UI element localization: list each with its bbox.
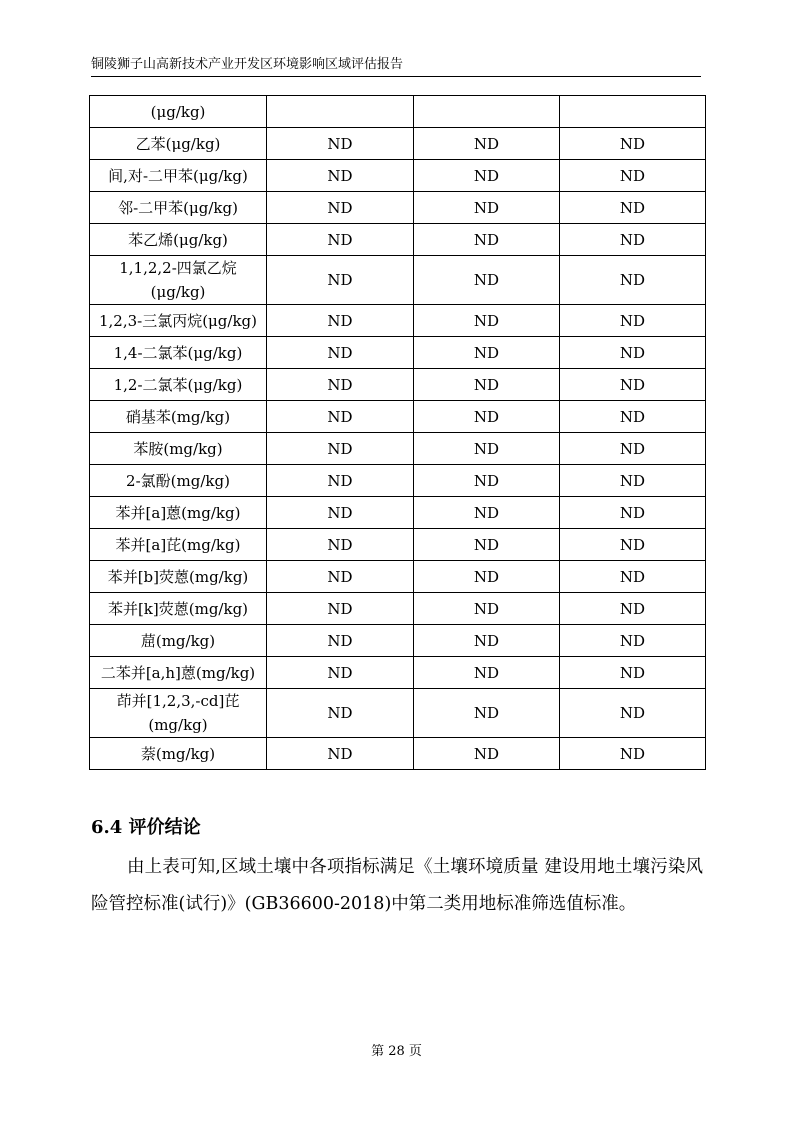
result-cell: ND: [414, 465, 560, 497]
pollutant-name: 苯胺(mg/kg): [133, 439, 223, 458]
result-cell: ND: [414, 689, 560, 738]
pollutant-name-cell: [90, 305, 267, 337]
pollutant-name-cell: [90, 625, 267, 657]
pollutant-name: 邻-二甲苯(μg/kg): [118, 198, 238, 217]
result-cell: ND: [267, 689, 414, 738]
result-cell: ND: [560, 305, 706, 337]
pollutant-name: 1,2-二氯苯(μg/kg): [113, 375, 243, 394]
pollutant-table: [89, 95, 706, 770]
pollutant-name: (μg/kg): [150, 102, 206, 121]
result-cell: [267, 96, 414, 128]
table-row: [90, 465, 706, 497]
pollutant-table-body: [90, 96, 706, 770]
header-rule: [91, 76, 701, 77]
result-cell: ND: [267, 224, 414, 256]
result-cell: ND: [414, 738, 560, 770]
section-heading: 6.4 评价结论: [91, 817, 201, 838]
result-cell: ND: [414, 305, 560, 337]
result-cell: ND: [560, 128, 706, 160]
pollutant-name-cell: [90, 433, 267, 465]
pollutant-name: 2-氯酚(mg/kg): [126, 471, 230, 490]
result-cell: ND: [267, 465, 414, 497]
result-cell: ND: [560, 689, 706, 738]
pollutant-name-cell: [90, 337, 267, 369]
pollutant-unit: (mg/kg): [148, 716, 208, 734]
result-cell: ND: [560, 625, 706, 657]
pollutant-name-cell: [90, 593, 267, 625]
result-cell: ND: [414, 529, 560, 561]
result-cell: ND: [560, 529, 706, 561]
result-cell: ND: [267, 561, 414, 593]
result-cell: [414, 96, 560, 128]
pollutant-name-cell: [90, 529, 267, 561]
result-cell: ND: [414, 369, 560, 401]
table-row: [90, 689, 706, 738]
result-cell: ND: [414, 256, 560, 305]
pollutant-name: 二苯并[a,h]蒽(mg/kg): [100, 663, 256, 682]
table-row: [90, 529, 706, 561]
table-row: [90, 433, 706, 465]
pollutant-name: 1,4-二氯苯(μg/kg): [113, 343, 243, 362]
result-cell: ND: [267, 529, 414, 561]
result-cell: ND: [560, 369, 706, 401]
result-cell: ND: [267, 593, 414, 625]
pollutant-name: 间,对-二甲苯(μg/kg): [108, 166, 248, 185]
result-cell: ND: [414, 192, 560, 224]
pollutant-name: 茚并[1,2,3,-cd]芘: [116, 692, 240, 710]
table-row: [90, 593, 706, 625]
result-cell: ND: [560, 465, 706, 497]
result-cell: ND: [267, 401, 414, 433]
result-cell: ND: [560, 593, 706, 625]
result-cell: ND: [267, 657, 414, 689]
result-cell: ND: [560, 433, 706, 465]
pollutant-name-cell: [90, 369, 267, 401]
result-cell: ND: [267, 256, 414, 305]
table-row: [90, 337, 706, 369]
pollutant-name-cell: [90, 256, 267, 305]
result-cell: ND: [560, 160, 706, 192]
running-header: 铜陵狮子山高新技术产业开发区环境影响区域评估报告: [91, 57, 404, 72]
pollutant-name-cell: [90, 401, 267, 433]
conclusion-paragraph: 由上表可知,区域土壤中各项指标满足《土壤环境质量 建设用地土壤污染风险管控标准(试行)》(GB36600-2018)中第二类用地标准筛选值标准。: [91, 857, 703, 914]
result-cell: ND: [267, 337, 414, 369]
result-cell: ND: [267, 160, 414, 192]
table-row: [90, 256, 706, 305]
result-cell: ND: [414, 497, 560, 529]
result-cell: ND: [414, 561, 560, 593]
result-cell: ND: [414, 128, 560, 160]
pollutant-name: 硝基苯(mg/kg): [125, 407, 231, 426]
pollutant-name-cell: [90, 657, 267, 689]
page-number: 第 28 页: [371, 1044, 422, 1059]
result-cell: ND: [267, 433, 414, 465]
table-row: [90, 224, 706, 256]
pollutant-name-cell: [90, 192, 267, 224]
pollutant-name: 苯并[a]蒽(mg/kg): [115, 503, 241, 522]
result-cell: ND: [560, 497, 706, 529]
pollutant-name-cell: [90, 738, 267, 770]
result-cell: ND: [560, 738, 706, 770]
result-cell: ND: [267, 192, 414, 224]
table-row: [90, 192, 706, 224]
table-row: [90, 561, 706, 593]
table-row: [90, 738, 706, 770]
result-cell: ND: [560, 224, 706, 256]
result-cell: ND: [414, 593, 560, 625]
pollutant-name-cell: [90, 224, 267, 256]
pollutant-name-cell: [90, 465, 267, 497]
result-cell: ND: [267, 128, 414, 160]
pollutant-name: 苯并[b]荧蒽(mg/kg): [107, 567, 249, 586]
result-cell: ND: [414, 625, 560, 657]
pollutant-name-cell: [90, 497, 267, 529]
result-cell: ND: [414, 224, 560, 256]
pollutant-name-cell: [90, 561, 267, 593]
result-cell: ND: [267, 625, 414, 657]
pollutant-name-cell: [90, 96, 267, 128]
table-row: [90, 96, 706, 128]
pollutant-name: 萘(mg/kg): [140, 744, 216, 763]
result-cell: ND: [560, 657, 706, 689]
result-cell: ND: [414, 337, 560, 369]
pollutant-name: 苯乙烯(μg/kg): [128, 230, 228, 249]
table-row: [90, 625, 706, 657]
result-cell: ND: [560, 256, 706, 305]
result-cell: ND: [267, 369, 414, 401]
pollutant-name: 1,1,2,2-四氯乙烷: [119, 259, 237, 277]
table-row: [90, 305, 706, 337]
result-cell: ND: [560, 337, 706, 369]
result-cell: ND: [560, 192, 706, 224]
table-row: [90, 160, 706, 192]
result-cell: ND: [414, 657, 560, 689]
pollutant-name-cell: [90, 128, 267, 160]
table-row: [90, 401, 706, 433]
result-cell: ND: [560, 561, 706, 593]
table-row: [90, 128, 706, 160]
pollutant-name: 苯并[k]荧蒽(mg/kg): [107, 599, 249, 618]
table-row: [90, 657, 706, 689]
result-cell: ND: [414, 433, 560, 465]
pollutant-unit: (μg/kg): [150, 283, 206, 301]
pollutant-name-cell: [90, 160, 267, 192]
result-cell: ND: [414, 160, 560, 192]
pollutant-name: 䓛(mg/kg): [140, 631, 216, 650]
pollutant-name: 乙苯(μg/kg): [135, 134, 221, 153]
result-cell: [560, 96, 706, 128]
result-cell: ND: [267, 738, 414, 770]
pollutant-name-cell: [90, 689, 267, 738]
pollutant-name: 1,2,3-三氯丙烷(μg/kg): [98, 311, 258, 330]
result-cell: ND: [267, 305, 414, 337]
result-cell: ND: [414, 401, 560, 433]
table-row: [90, 497, 706, 529]
table-row: [90, 369, 706, 401]
result-cell: ND: [560, 401, 706, 433]
pollutant-name: 苯并[a]芘(mg/kg): [115, 535, 241, 554]
result-cell: ND: [267, 497, 414, 529]
